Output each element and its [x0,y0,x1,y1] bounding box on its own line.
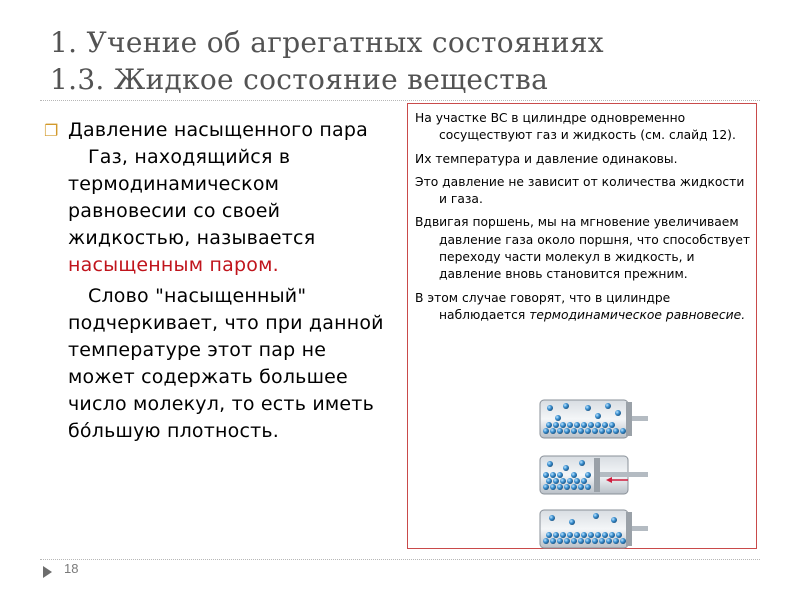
slide-title [50,24,750,98]
box-paragraph-2: Их температура и давление одинаковы. [415,151,678,166]
title-line-2: 1.3. Жидкое состояние вещества [50,63,549,96]
box-paragraph-5 [415,290,751,325]
box-paragraph-1: На участке BC в цилиндре одновременно сосуществуют газ и жидкость (см. слайд 12). [415,111,736,143]
paragraph-2 [68,283,394,445]
cylinder-illustration-3 [538,508,650,550]
paragraph-2-text: Слово "насыщенный" подчеркивает, что при данной температуре этот пар не может содержать большее число молекул, то есть иметь бо́льшую плотность. [68,285,384,442]
title-divider [40,100,760,101]
paragraph-1 [68,144,394,279]
box-paragraph-5-text: В этом случае говорят, что в цилиндре наблюдается [415,290,671,322]
left-column [44,117,394,445]
title-line-1: 1. Учение об агрегатных состояниях [50,26,604,59]
play-triangle-icon [43,566,52,578]
section-heading: Давление насыщенного пара [68,119,369,141]
footer-divider [40,559,760,560]
cylinder-illustration-1 [538,398,650,440]
paragraph-1-text: Газ, находящийся в термодинамическом равновесии со своей жидкостью, называется [68,146,316,249]
box-paragraph-4: Вдвигая поршень, мы на мгновение увеличиваем давление газа около поршня, что способствует переходу части молекул в жидкость, и давление вновь становится прежним. [415,215,751,282]
cylinder-illustration-2 [538,454,650,496]
bullet-icon: ❐ [44,121,59,140]
highlight-term: насыщенным паром. [68,254,279,276]
bullet-heading-row [44,117,394,144]
box-paragraph-3: Это давление не зависит от количества жидкости и газа. [415,174,745,207]
page-number: 18 [64,561,79,576]
box-paragraph-5-italic: термодинамическое равновесие. [529,307,746,322]
explanation-text [415,110,751,330]
explanation-box [407,103,757,549]
